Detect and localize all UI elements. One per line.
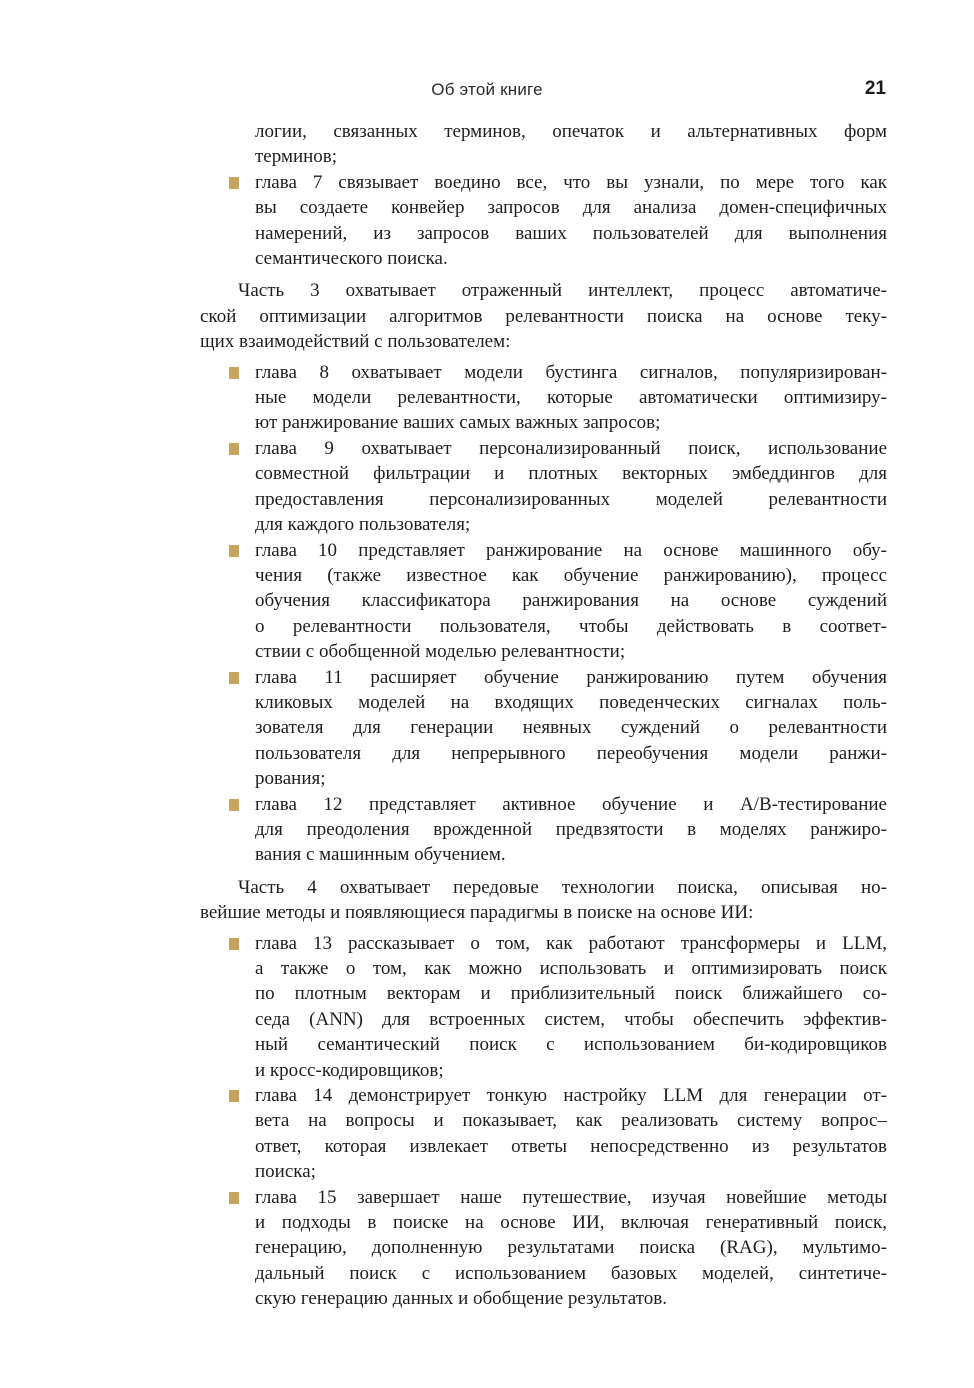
bullet-item (200, 436, 887, 538)
page-content (200, 119, 887, 1312)
text-line: о релевантности пользователя, чтобы действовать в соответ- (255, 615, 887, 637)
text-line: вета на вопросы и показывает, как реализовать систему вопрос– (255, 1110, 887, 1132)
text-line: генерацию, дополненную результатами поиска (RAG), мультимо- (255, 1237, 887, 1259)
text-line: ской оптимизации алгоритмов релевантности поиска на основе теку- (200, 305, 887, 327)
text-line: совместной фильтрации и плотных векторных эмбеддингов для (255, 463, 887, 485)
bullet-square-icon (229, 177, 239, 189)
text-line: и подходы в поиске на основе ИИ, включая генеративный поиск, (255, 1212, 887, 1234)
text-line: глава 15 завершает наше путешествие, изучая новейшие методы (255, 1186, 887, 1208)
bullet-square-icon (229, 443, 239, 455)
text-line: а также о том, как можно использовать и оптимизировать поиск (255, 958, 887, 979)
running-head (0, 80, 974, 102)
bullet-item (200, 931, 887, 1083)
paragraph (200, 875, 887, 926)
text-line: глава 11 расширяет обучение ранжированию путем обучения (255, 666, 887, 688)
text-line: для преодоления врожденной предвзятости в моделях ранжиро- (255, 818, 887, 840)
text-line: скую генерацию данных и обобщение результатов. (255, 1288, 668, 1310)
text-line: ответ, которая извлекает ответы непосредственно из результатов (255, 1135, 887, 1157)
bullet-item (200, 1185, 887, 1312)
text-line: ные модели релевантности, которые автоматически оптимизиру- (255, 387, 887, 409)
text-line: для каждого пользователя; (255, 514, 471, 536)
text-line: поиска; (255, 1161, 316, 1183)
text-line: рования; (255, 768, 326, 790)
page-number: 21 (864, 78, 886, 99)
text-line: намерений, из запросов ваших пользователей для выполнения (255, 222, 887, 244)
text-line: глава 7 связывает воедино все, что вы узнали, по мере того как (255, 171, 887, 193)
text-line: Часть 3 охватывает отраженный интеллект, процесс автоматиче- (238, 280, 887, 302)
text-line: семантического поиска. (255, 248, 448, 270)
text-line: глава 12 представляет активное обучение и A/B-тестирование (255, 793, 887, 815)
text-line: глава 13 рассказывает о том, как работают трансформеры и LLM, (255, 932, 887, 954)
text-line: глава 9 охватывает персонализированный поиск, использование (255, 437, 887, 459)
text-line: вы создаете конвейер запросов для анализа домен-специфичных (255, 197, 887, 219)
text-line: зователя для генерации неявных суждений о релевантности (255, 717, 887, 739)
bullet-item (200, 119, 887, 170)
text-line: и кросс-кодировщиков; (255, 1059, 444, 1081)
text-line: щих взаимодействий с пользователем: (200, 331, 511, 353)
paragraph (200, 278, 887, 354)
bullet-square-icon (229, 672, 239, 684)
text-line: по плотным векторам и приблизительный поиск ближайшего со- (255, 983, 887, 1005)
text-line: глава 8 охватывает модели бустинга сигналов, популяризирован- (255, 361, 887, 383)
text-line: пользователя для непрерывного переобучения модели ранжи- (255, 742, 887, 764)
text-line: ствии с обобщенной моделью релевантности; (255, 641, 626, 663)
text-line: глава 10 представляет ранжирование на основе машинного обу- (255, 539, 887, 561)
text-line: чения (также известное как обучение ранжированию), процесс (255, 564, 887, 586)
text-line: дальный поиск с использованием базовых моделей, синтетиче- (255, 1262, 887, 1284)
text-line: логии, связанных терминов, опечаток и альтернативных форм (255, 121, 887, 142)
text-line: седа (ANN) для встроенных систем, чтобы обеспечить эффектив- (255, 1008, 887, 1030)
text-line: терминов; (255, 146, 338, 168)
bullet-square-icon (229, 1090, 239, 1102)
text-line: глава 14 демонстрирует тонкую настройку LLM для генерации от- (255, 1085, 887, 1107)
bullet-item (200, 170, 887, 272)
bullet-item (200, 665, 887, 792)
bullet-item (200, 1083, 887, 1185)
text-blocks (200, 119, 887, 1312)
text-line: кликовых моделей на входящих поведенческих сигналах поль- (255, 691, 887, 713)
text-line: Часть 4 охватывает передовые технологии поиска, описывая но- (238, 876, 887, 898)
bullet-square-icon (229, 938, 239, 950)
text-line: вания с машинным обучением. (255, 844, 506, 866)
running-title: Об этой книге (431, 80, 543, 99)
text-line: ный семантический поиск с использованием би-кодировщиков (255, 1034, 887, 1056)
bullet-item (200, 538, 887, 665)
text-line: предоставления персонализированных моделей релевантности (255, 488, 887, 510)
text-line: вейшие методы и появляющиеся парадигмы в поиске на основе ИИ: (200, 902, 754, 924)
bullet-square-icon (229, 1192, 239, 1204)
bullet-square-icon (229, 367, 239, 379)
text-line: ют ранжирование ваших самых важных запросов; (255, 412, 661, 434)
text-line: обучения классификатора ранжирования на основе суждений (255, 590, 887, 612)
bullet-square-icon (229, 799, 239, 811)
bullet-item (200, 360, 887, 436)
bullet-item (200, 792, 887, 868)
bullet-square-icon (229, 545, 239, 557)
